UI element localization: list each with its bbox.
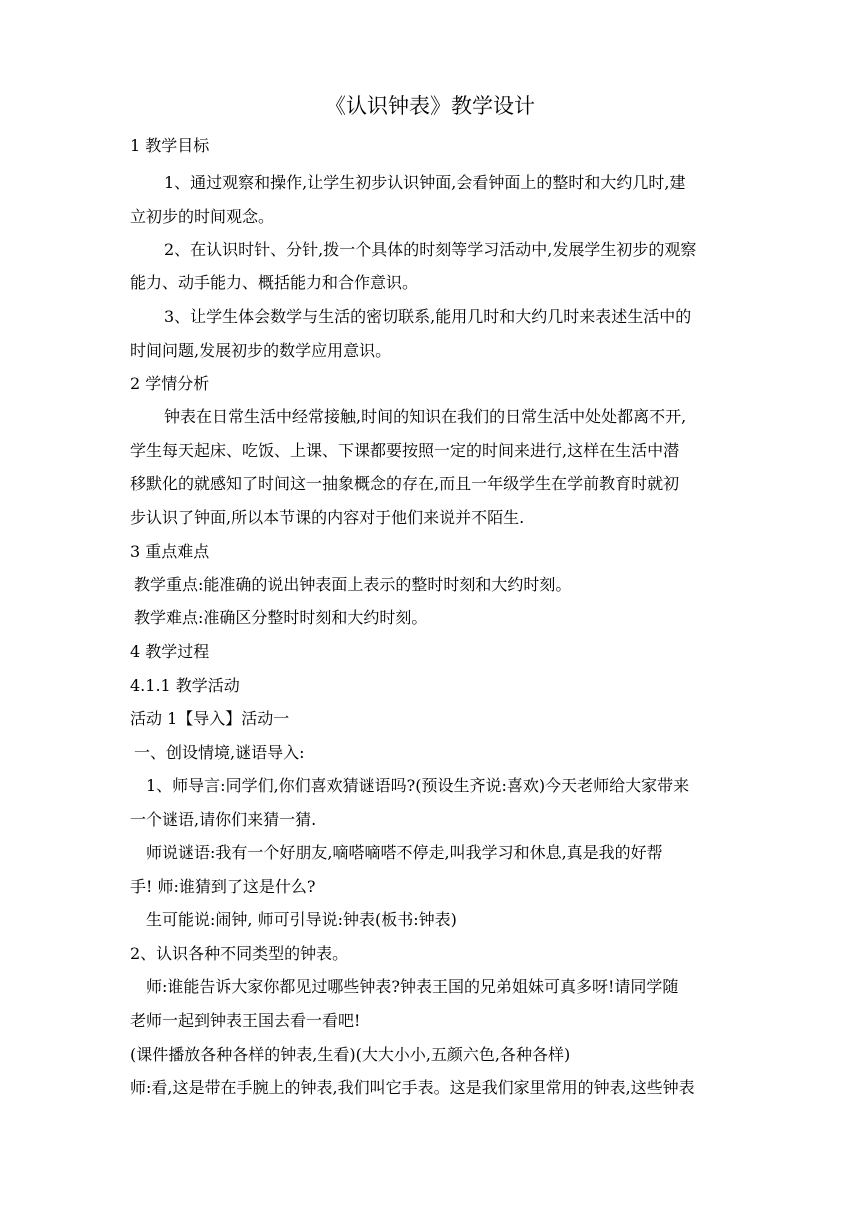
subsection-heading-activity: 4.1.1 教学活动	[130, 676, 240, 695]
analysis-line-4: 步认识了钟面,所以本节课的内容对于他们来说并不陌生.	[130, 508, 525, 527]
objective-1-line-1: 1、通过观察和操作,让学生初步认识钟面,会看钟面上的整时和大约几时,建	[164, 173, 686, 192]
section-heading-analysis: 2 学情分析	[130, 374, 210, 393]
key-point-line: 教学重点:能准确的说出钟表面上表示的整时时刻和大约时刻。	[134, 575, 572, 594]
difficulty-line: 教学难点:准确区分整时时刻和大约时刻。	[134, 608, 428, 627]
objective-2-line-1: 2、在认识时针、分针,拨一个具体的时刻等学习活动中,发展学生初步的观察	[164, 240, 697, 259]
objective-2-line-2: 能力、动手能力、概括能力和合作意识。	[130, 273, 419, 292]
objective-3-line-2: 时间问题,发展初步的数学应用意识。	[130, 341, 392, 360]
analysis-line-2: 学生每天起床、吃饭、上课、下课都要按照一定的时间来进行,这样在生活中潜	[130, 441, 680, 460]
analysis-line-1: 钟表在日常生活中经常接触,时间的知识在我们的日常生活中处处都离不开,	[164, 407, 687, 426]
activity-text-line-7: 师:谁能告诉大家你都见过哪些钟表?钟表王国的兄弟姐妹可真多呀!请同学随	[146, 977, 679, 996]
activity-text-line-5: 生可能说:闹钟, 师可引导说:钟表(板书:钟表)	[146, 910, 457, 929]
activity-text-line-6: 2、认识各种不同类型的钟表。	[130, 944, 349, 963]
activity-text-line-8: 老师一起到钟表王国去看一看吧!	[130, 1011, 361, 1030]
section-heading-process: 4 教学过程	[130, 642, 210, 661]
section-heading-objectives: 1 教学目标	[130, 136, 210, 155]
activity-text-line-10: 师:看,这是带在手腕上的钟表,我们叫它手表。这是我们家里常用的钟表,这些钟表	[130, 1078, 695, 1097]
document-title: 《认识钟表》教学设计	[325, 94, 535, 118]
activity-heading: 活动 1【导入】活动一	[130, 709, 290, 728]
analysis-line-3: 移默化的就感知了时间这一抽象概念的存在,而且一年级学生在学前教育时就初	[130, 474, 680, 493]
objective-1-line-2: 立初步的时间观念。	[130, 207, 275, 226]
section-heading-key-points: 3 重点难点	[130, 542, 210, 561]
activity-step-heading: 一、创设情境,谜语导入:	[134, 743, 305, 762]
objective-3-line-1: 3、让学生体会数学与生活的密切联系,能用几时和大约几时来表述生活中的	[164, 307, 692, 326]
activity-text-line-4: 手! 师:谁猜到了这是什么?	[130, 877, 316, 896]
activity-text-line-9: (课件播放各种各样的钟表,生看)(大大小小,五颜六色,各种各样)	[130, 1045, 571, 1064]
activity-text-line-1: 1、师导言:同学们,你们喜欢猜谜语吗?(预设生齐说:喜欢)今天老师给大家带来	[146, 776, 690, 795]
activity-text-line-3: 师说谜语:我有一个好朋友,嘀嗒嘀嗒不停走,叫我学习和休息,真是我的好帮	[146, 843, 663, 862]
activity-text-line-2: 一个谜语,请你们来猜一猜.	[130, 810, 317, 829]
